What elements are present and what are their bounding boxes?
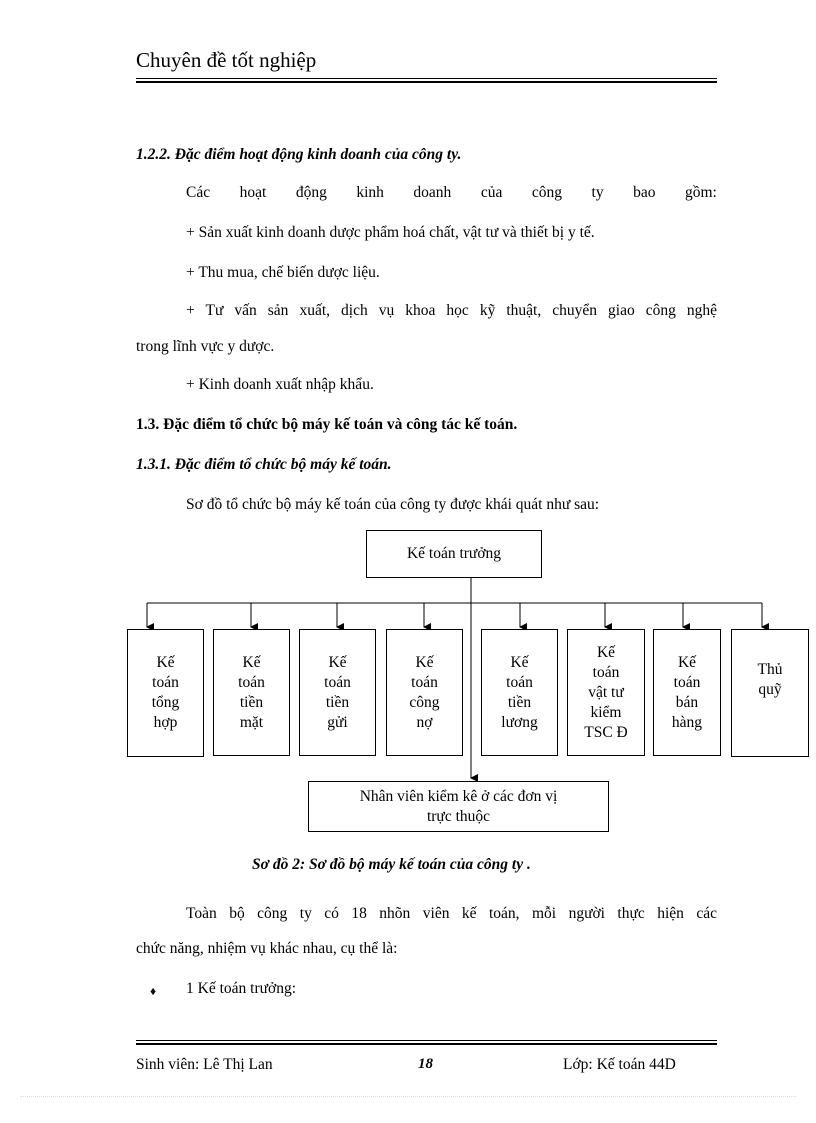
intro-word: động — [295, 184, 327, 201]
intro-word: gồm: — [685, 184, 717, 201]
unit-staff-label: Nhân viên kiểm kê ở các đơn vị trực thuộc — [359, 787, 558, 825]
dept-label: Kế toán bán hàng — [671, 653, 703, 731]
intro-word: Các — [186, 184, 211, 201]
intro-word: bao — [633, 184, 656, 201]
summary-line-1: Toàn bộ công ty có 18 nhõn viên kế toán, mỗi người thực hiện các — [186, 905, 717, 922]
item-consulting-cont: trong lĩnh vực y dược. — [136, 338, 275, 355]
chief-accountant-label: Kế toán trưởng — [406, 545, 502, 562]
intro-word: của — [480, 184, 503, 201]
item-purchasing: + Thu mua, chế biến dược liệu. — [186, 264, 380, 281]
heading-1-2-2: 1.2.2. Đặc điểm hoạt động kinh doanh của công ty. — [136, 146, 462, 163]
bullet-text: 1 Kế toán trưởng: — [186, 980, 297, 997]
dept-label: Kế toán tổng hợp — [151, 654, 180, 731]
dept-label: Kế toán tiền mặt — [238, 653, 265, 731]
item-consulting: + Tư vấn sản xuất, dịch vụ khoa học kỹ thuật, chuyển giao công nghệ — [186, 302, 717, 319]
summary-line-2: chức năng, nhiệm vụ khác nhau, cụ thể là: — [136, 940, 398, 957]
dept-box-sales — [653, 629, 721, 756]
footer-rule — [136, 1040, 717, 1045]
dept-box-general — [127, 629, 204, 757]
dept-box-materials — [567, 629, 645, 756]
dept-box-deposit — [299, 629, 376, 756]
page-bottom-border — [20, 1096, 796, 1097]
heading-1-3-1: 1.3.1. Đặc điểm tổ chức bộ máy kế toán. — [136, 456, 392, 473]
dept-box-treasurer — [731, 629, 809, 757]
dept-box-payroll — [481, 629, 558, 756]
page-number: 18 — [418, 1056, 433, 1072]
chief-accountant-box — [366, 530, 542, 578]
intro-word: kinh — [356, 184, 384, 201]
item-production: + Sản xuất kinh doanh dược phẩm hoá chất, vật tư và thiết bị y tế. — [186, 224, 595, 241]
diagram-intro: Sơ đồ tổ chức bộ máy kế toán của công ty được khái quát như sau: — [186, 496, 600, 513]
diamond-bullet-icon: ♦ — [150, 984, 157, 998]
dept-label: Kế toán công nợ — [409, 653, 440, 731]
unit-staff-box — [308, 781, 609, 832]
dept-label: Kế toán vật tư kiểm TSC Đ — [584, 643, 628, 741]
dept-label: Kế toán tiền gửi — [324, 653, 351, 731]
intro-word: ty — [591, 184, 604, 201]
intro-word: công — [531, 184, 562, 201]
footer-student: Sinh viên: Lê Thị Lan — [136, 1056, 273, 1073]
diagram-caption: Sơ đồ 2: Sơ đồ bộ máy kế toán của công ty . — [252, 856, 531, 873]
footer-class: Lớp: Kế toán 44D — [563, 1056, 676, 1073]
intro-word: hoạt — [239, 184, 267, 201]
document-title: Chuyên đề tốt nghiệp — [136, 48, 317, 72]
dept-box-cash — [213, 629, 290, 756]
dept-label: Thủ quỹ — [757, 661, 783, 698]
item-import-export: + Kinh doanh xuất nhập khẩu. — [186, 376, 374, 393]
intro-word: doanh — [413, 184, 452, 201]
dept-box-debt — [386, 629, 463, 756]
dept-label: Kế toán tiền lương — [501, 653, 538, 731]
heading-1-3: 1.3. Đặc điểm tổ chức bộ máy kế toán và công tác kế toán. — [136, 416, 518, 433]
